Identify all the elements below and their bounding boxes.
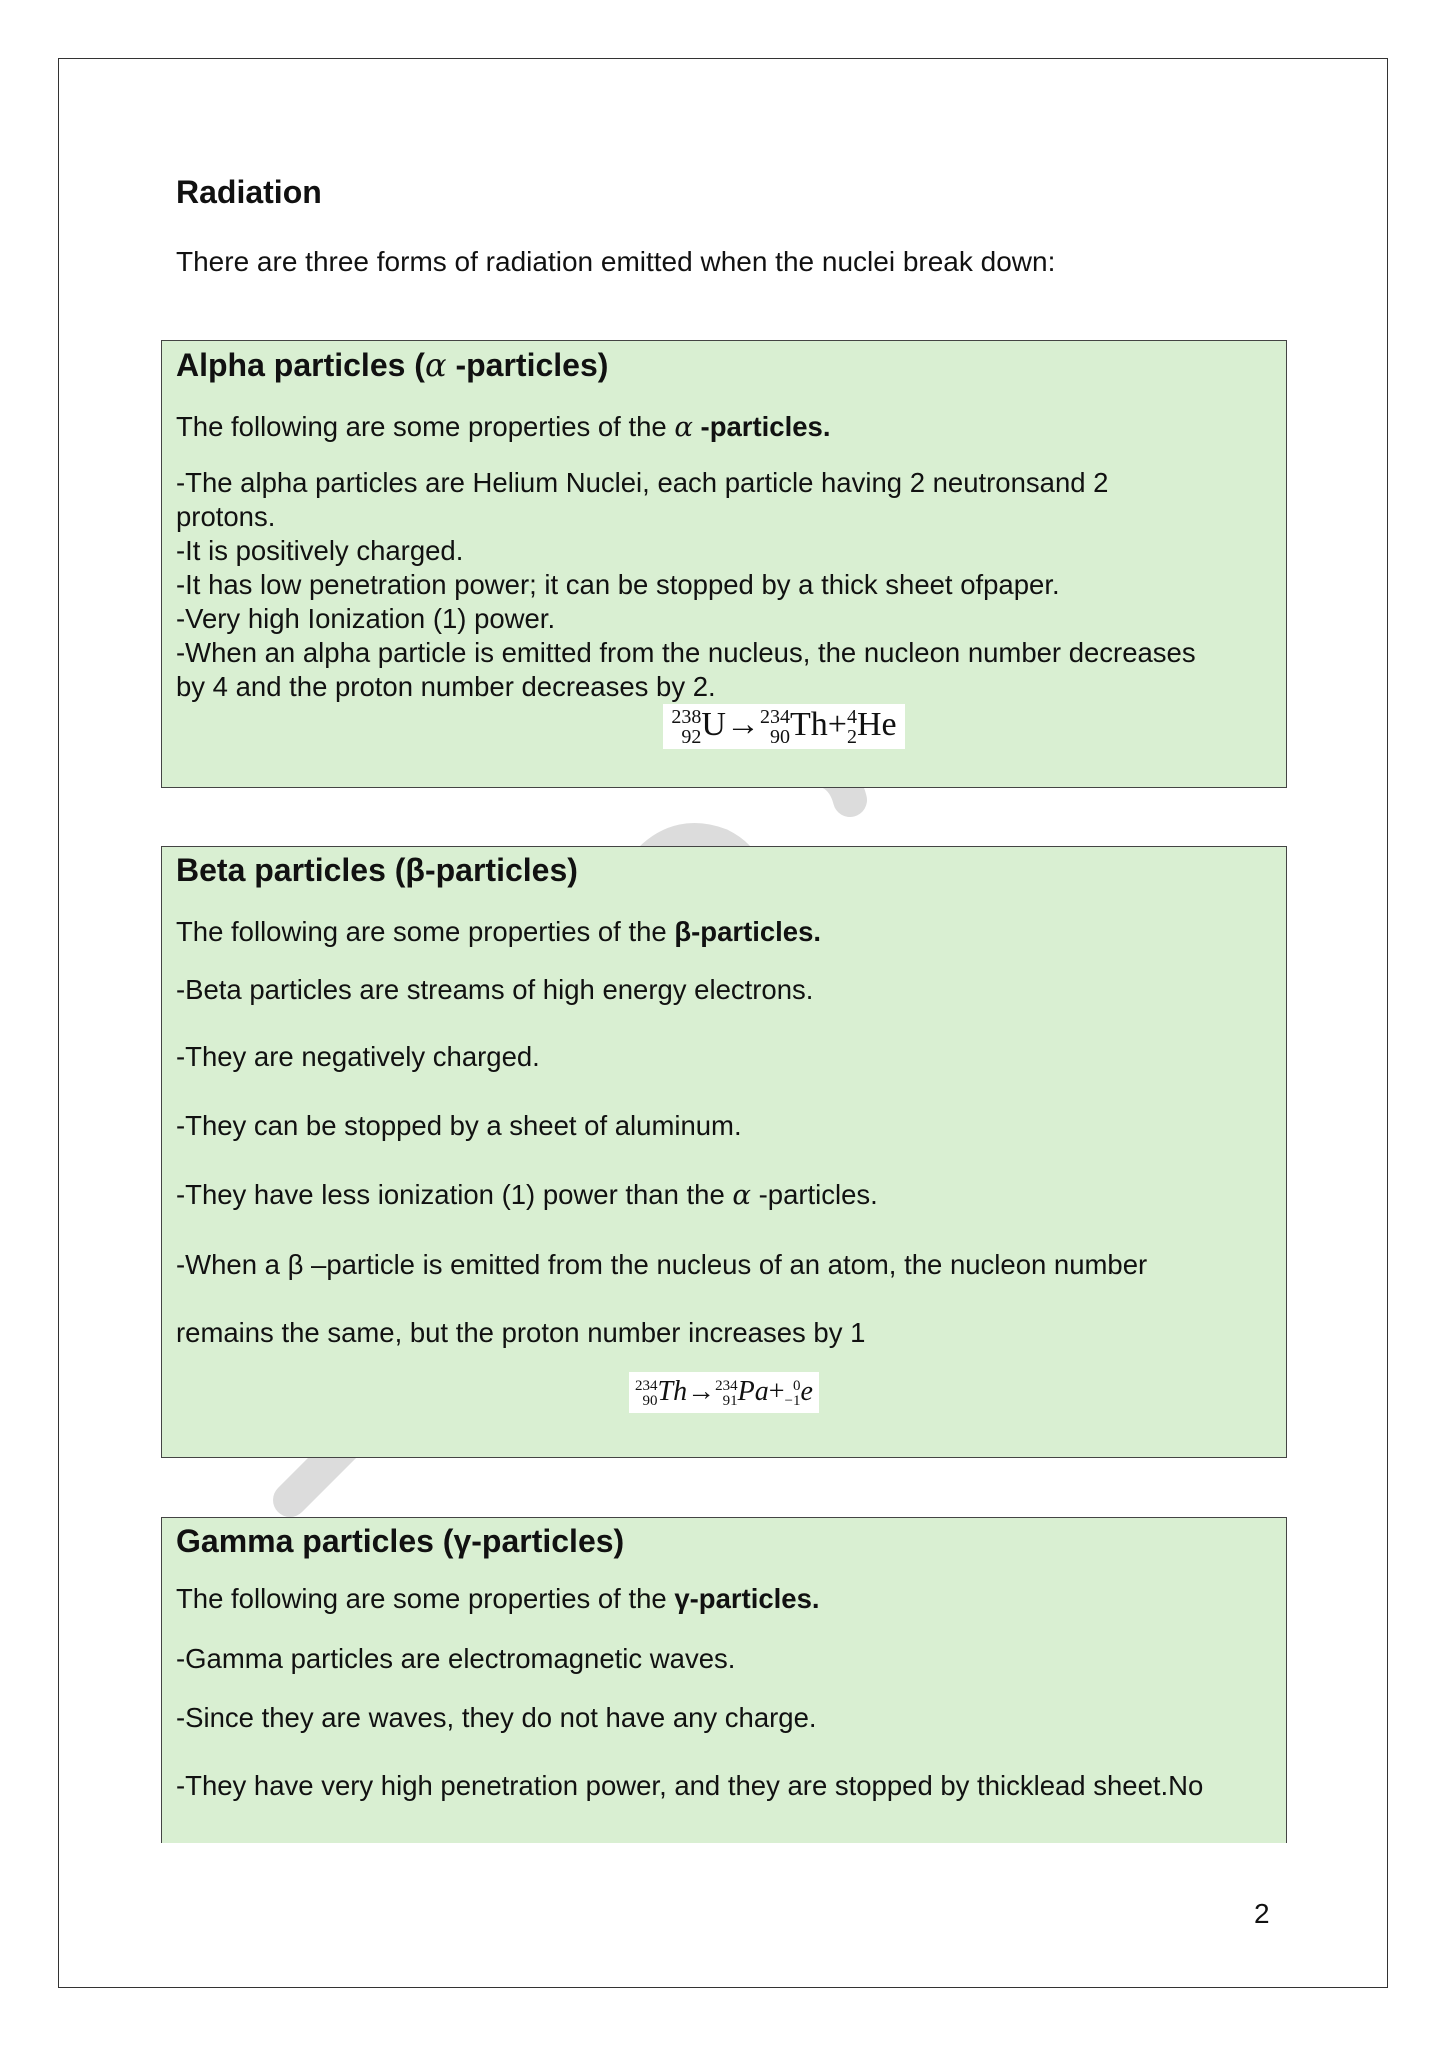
alpha-property: -It is positively charged. bbox=[176, 535, 464, 566]
gamma-property: -Gamma particles are electromagnetic waves. bbox=[176, 1643, 736, 1674]
alpha-intro: The following are some properties of the α -particles. bbox=[176, 411, 831, 443]
beta-property: -Beta particles are streams of high energy electrons. bbox=[176, 974, 814, 1005]
gamma-heading: Gamma particles (γ-particles) bbox=[176, 1523, 625, 1559]
gamma-property: -Since they are waves, they do not have any charge. bbox=[176, 1702, 817, 1733]
beta-property-emission: remains the same, but the proton number increases by 1 bbox=[176, 1317, 866, 1348]
beta-property-ionization: -They have less ionization (1) power than the α -particles. bbox=[176, 1179, 878, 1211]
alpha-decay-equation: 238 92 U→ 234 90 Th+ 4 2 He bbox=[663, 704, 904, 749]
gamma-intro: The following are some properties of the γ-particles. bbox=[176, 1583, 820, 1614]
alpha-property: -It has low penetration power; it can be stopped by a thick sheet ofpaper. bbox=[176, 569, 1060, 600]
page-number: 2 bbox=[1254, 1898, 1270, 1929]
alpha-property: -The alpha particles are Helium Nuclei, each particle having 2 neutronsand 2 bbox=[176, 467, 1109, 498]
beta-property: -They can be stopped by a sheet of aluminum. bbox=[176, 1110, 742, 1141]
gamma-property: -They have very high penetration power, and they are stopped by thicklead sheet.No bbox=[176, 1770, 1204, 1801]
alpha-property: -Very high Ionization (1) power. bbox=[176, 603, 556, 634]
beta-heading: Beta particles (β-particles) bbox=[176, 852, 578, 888]
beta-decay-equation: 234 90 Th→ 234 91 Pa+ 0 −1 e bbox=[629, 1372, 819, 1413]
beta-intro: The following are some properties of the β-particles. bbox=[176, 916, 822, 947]
page-title: Radiation bbox=[176, 174, 322, 210]
intro-text: There are three forms of radiation emitted when the nuclei break down: bbox=[176, 246, 1056, 277]
alpha-property: by 4 and the proton number decreases by 2. bbox=[176, 671, 716, 702]
alpha-property: -When an alpha particle is emitted from the nucleus, the nucleon number decreases bbox=[176, 637, 1196, 668]
gamma-box bbox=[161, 1517, 1287, 1843]
alpha-symbol: α bbox=[424, 346, 447, 384]
beta-box bbox=[161, 846, 1287, 1458]
alpha-box bbox=[161, 340, 1287, 788]
beta-property-emission: -When a β –particle is emitted from the nucleus of an atom, the nucleon number bbox=[176, 1249, 1148, 1280]
alpha-property: protons. bbox=[176, 501, 276, 532]
alpha-properties bbox=[176, 466, 1272, 704]
beta-property: -They are negatively charged. bbox=[176, 1041, 540, 1072]
alpha-heading: Alpha particles (α -particles) bbox=[176, 346, 609, 384]
